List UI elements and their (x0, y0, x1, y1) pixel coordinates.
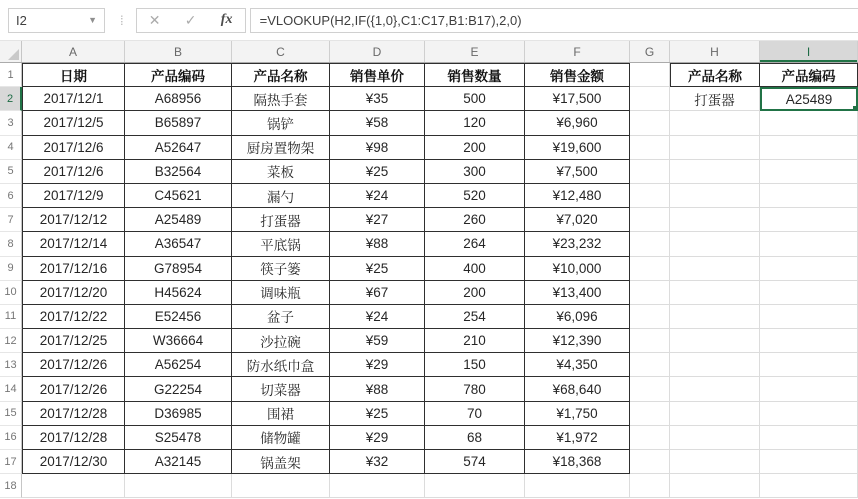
cell-C9[interactable]: 筷子篓 (232, 257, 330, 281)
formula-text: =VLOOKUP(H2,IF({1,0},C1:C17,B1:B17),2,0) (259, 12, 522, 28)
name-box-dropdown-icon[interactable]: ▼ (88, 15, 97, 25)
cell-A17[interactable]: 2017/12/30 (22, 450, 125, 474)
cell-I3[interactable] (760, 111, 858, 135)
cell-B2[interactable]: A68956 (125, 87, 232, 111)
cell-A7[interactable]: 2017/12/12 (22, 208, 125, 232)
cell-F15[interactable]: ¥1,750 (525, 402, 630, 426)
sheet-row-4 (0, 136, 858, 160)
cell-G7[interactable] (630, 208, 670, 232)
cell-B7[interactable]: A25489 (125, 208, 232, 232)
cell-B8[interactable]: A36547 (125, 232, 232, 256)
cell-F13[interactable]: ¥4,350 (525, 353, 630, 377)
cell-G10[interactable] (630, 281, 670, 305)
cell-G5[interactable] (630, 160, 670, 184)
row-header-11[interactable]: 11 (0, 305, 22, 329)
cell-F5[interactable]: ¥7,500 (525, 160, 630, 184)
sheet-row-3 (0, 111, 858, 135)
column-header-I[interactable]: I (760, 41, 858, 62)
sheet-row-13 (0, 353, 858, 377)
cell-C5[interactable]: 菜板 (232, 160, 330, 184)
sheet-row-11 (0, 305, 858, 329)
cell-B18[interactable] (125, 474, 232, 498)
cell-D6[interactable]: ¥24 (330, 184, 425, 208)
row-header-16[interactable]: 16 (0, 426, 22, 450)
cell-G11[interactable] (630, 305, 670, 329)
cell-F12[interactable]: ¥12,390 (525, 329, 630, 353)
row-header-3[interactable]: 3 (0, 111, 22, 135)
cell-B12[interactable]: W36664 (125, 329, 232, 353)
cell-F17[interactable]: ¥18,368 (525, 450, 630, 474)
cell-D7[interactable]: ¥27 (330, 208, 425, 232)
cell-F16[interactable]: ¥1,972 (525, 426, 630, 450)
cell-H6[interactable] (670, 184, 760, 208)
cell-E6[interactable]: 520 (425, 184, 525, 208)
cell-C1[interactable]: 产品名称 (232, 63, 330, 87)
cell-C18[interactable] (232, 474, 330, 498)
cell-H12[interactable] (670, 329, 760, 353)
cell-E18[interactable] (425, 474, 525, 498)
cell-D10[interactable]: ¥67 (330, 281, 425, 305)
cell-A15[interactable]: 2017/12/28 (22, 402, 125, 426)
cell-H18[interactable] (670, 474, 760, 498)
sheet-row-16 (0, 426, 858, 450)
column-header-H[interactable]: H (670, 41, 760, 62)
cell-G14[interactable] (630, 377, 670, 401)
cell-E14[interactable]: 780 (425, 377, 525, 401)
cell-H3[interactable] (670, 111, 760, 135)
cell-G1[interactable] (630, 63, 670, 87)
row-header-9[interactable]: 9 (0, 257, 22, 281)
cell-B13[interactable]: A56254 (125, 353, 232, 377)
cell-B5[interactable]: B32564 (125, 160, 232, 184)
sheet-row-1 (0, 63, 858, 87)
cell-G16[interactable] (630, 426, 670, 450)
cell-I6[interactable] (760, 184, 858, 208)
row-header-13[interactable]: 13 (0, 353, 22, 377)
cell-C12[interactable]: 沙拉碗 (232, 329, 330, 353)
row-header-15[interactable]: 15 (0, 402, 22, 426)
cell-B9[interactable]: G78954 (125, 257, 232, 281)
sheet-row-7 (0, 208, 858, 232)
cell-F9[interactable]: ¥10,000 (525, 257, 630, 281)
cell-D17[interactable]: ¥32 (330, 450, 425, 474)
row-header-5[interactable]: 5 (0, 160, 22, 184)
cell-G3[interactable] (630, 111, 670, 135)
cell-I18[interactable] (760, 474, 858, 498)
cell-H5[interactable] (670, 160, 760, 184)
cell-C2[interactable]: 隔热手套 (232, 87, 330, 111)
cell-G9[interactable] (630, 257, 670, 281)
cell-G4[interactable] (630, 136, 670, 160)
cell-A16[interactable]: 2017/12/28 (22, 426, 125, 450)
cell-A4[interactable]: 2017/12/6 (22, 136, 125, 160)
cell-C13[interactable]: 防水纸巾盒 (232, 353, 330, 377)
cell-H11[interactable] (670, 305, 760, 329)
row-header-10[interactable]: 10 (0, 281, 22, 305)
row-header-18[interactable]: 18 (0, 474, 22, 498)
cell-B6[interactable]: C45621 (125, 184, 232, 208)
insert-function-icon[interactable]: fx (220, 12, 233, 27)
column-header-A[interactable]: A (22, 41, 125, 62)
cell-I13[interactable] (760, 353, 858, 377)
cell-D12[interactable]: ¥59 (330, 329, 425, 353)
sheet-row-10 (0, 281, 858, 305)
cell-A5[interactable]: 2017/12/6 (22, 160, 125, 184)
cell-F6[interactable]: ¥12,480 (525, 184, 630, 208)
formula-bar-drag-handle-icon: ⁞ (120, 12, 123, 28)
cell-A14[interactable]: 2017/12/26 (22, 377, 125, 401)
row-header-8[interactable]: 8 (0, 232, 22, 256)
cell-C6[interactable]: 漏勺 (232, 184, 330, 208)
row-header-2[interactable]: 2 (0, 87, 22, 111)
cell-F18[interactable] (525, 474, 630, 498)
cell-B17[interactable]: A32145 (125, 450, 232, 474)
cell-F7[interactable]: ¥7,020 (525, 208, 630, 232)
cell-C4[interactable]: 厨房置物架 (232, 136, 330, 160)
cell-D18[interactable] (330, 474, 425, 498)
formula-buttons (136, 8, 246, 33)
cell-E11[interactable]: 254 (425, 305, 525, 329)
cell-G12[interactable] (630, 329, 670, 353)
cell-E15[interactable]: 70 (425, 402, 525, 426)
cell-E7[interactable]: 260 (425, 208, 525, 232)
sheet-row-15 (0, 402, 858, 426)
cell-F11[interactable]: ¥6,096 (525, 305, 630, 329)
cell-B3[interactable]: B65897 (125, 111, 232, 135)
cell-E5[interactable]: 300 (425, 160, 525, 184)
cell-I8[interactable] (760, 232, 858, 256)
cell-H15[interactable] (670, 402, 760, 426)
cell-A10[interactable]: 2017/12/20 (22, 281, 125, 305)
cell-E12[interactable]: 210 (425, 329, 525, 353)
cell-B15[interactable]: D36985 (125, 402, 232, 426)
cell-D1[interactable]: 销售单价 (330, 63, 425, 87)
cell-B14[interactable]: G22254 (125, 377, 232, 401)
cell-G18[interactable] (630, 474, 670, 498)
row-header-17[interactable]: 17 (0, 450, 22, 474)
cell-I17[interactable] (760, 450, 858, 474)
cell-D13[interactable]: ¥29 (330, 353, 425, 377)
cell-I1[interactable]: 产品编码 (760, 63, 858, 87)
cell-E8[interactable]: 264 (425, 232, 525, 256)
cell-C10[interactable]: 调味瓶 (232, 281, 330, 305)
name-box[interactable] (8, 8, 105, 33)
row-header-1[interactable]: 1 (0, 63, 22, 87)
cell-H1[interactable]: 产品名称 (670, 63, 760, 87)
cell-E3[interactable]: 120 (425, 111, 525, 135)
cell-F10[interactable]: ¥13,400 (525, 281, 630, 305)
cell-E9[interactable]: 400 (425, 257, 525, 281)
row-header-6[interactable]: 6 (0, 184, 22, 208)
cell-D2[interactable]: ¥35 (330, 87, 425, 111)
cell-D14[interactable]: ¥88 (330, 377, 425, 401)
cell-C8[interactable]: 平底锅 (232, 232, 330, 256)
cell-I2[interactable]: A25489 (760, 87, 858, 111)
cell-D5[interactable]: ¥25 (330, 160, 425, 184)
cell-I10[interactable] (760, 281, 858, 305)
sheet-row-12 (0, 329, 858, 353)
cell-C3[interactable]: 锅铲 (232, 111, 330, 135)
cell-D11[interactable]: ¥24 (330, 305, 425, 329)
cell-F2[interactable]: ¥17,500 (525, 87, 630, 111)
cell-I14[interactable] (760, 377, 858, 401)
column-header-row (0, 40, 858, 63)
cell-E4[interactable]: 200 (425, 136, 525, 160)
name-box-value: I2 (16, 12, 27, 28)
cell-D4[interactable]: ¥98 (330, 136, 425, 160)
cell-G6[interactable] (630, 184, 670, 208)
sheet-row-8 (0, 232, 858, 256)
row-header-7[interactable]: 7 (0, 208, 22, 232)
cell-A3[interactable]: 2017/12/5 (22, 111, 125, 135)
cell-A18[interactable] (22, 474, 125, 498)
cell-D15[interactable]: ¥25 (330, 402, 425, 426)
fill-handle[interactable] (852, 105, 858, 111)
cell-A9[interactable]: 2017/12/16 (22, 257, 125, 281)
cell-H10[interactable] (670, 281, 760, 305)
cell-A12[interactable]: 2017/12/25 (22, 329, 125, 353)
cell-B16[interactable]: S25478 (125, 426, 232, 450)
cell-I16[interactable] (760, 426, 858, 450)
cell-E13[interactable]: 150 (425, 353, 525, 377)
cell-H7[interactable] (670, 208, 760, 232)
select-all-corner[interactable] (0, 41, 22, 62)
cell-A1[interactable]: 日期 (22, 63, 125, 87)
cell-H2[interactable]: 打蛋器 (670, 87, 760, 111)
column-header-B[interactable]: B (125, 41, 232, 62)
column-header-C[interactable]: C (232, 41, 330, 62)
cell-D8[interactable]: ¥88 (330, 232, 425, 256)
cell-F1[interactable]: 销售金额 (525, 63, 630, 87)
select-all-triangle-icon (8, 49, 19, 60)
cell-G2[interactable] (630, 87, 670, 111)
sheet-row-14 (0, 377, 858, 401)
cell-B4[interactable]: A52647 (125, 136, 232, 160)
cell-F14[interactable]: ¥68,640 (525, 377, 630, 401)
cell-H17[interactable] (670, 450, 760, 474)
cell-A13[interactable]: 2017/12/26 (22, 353, 125, 377)
cell-D9[interactable]: ¥25 (330, 257, 425, 281)
cell-B1[interactable]: 产品编码 (125, 63, 232, 87)
cell-A8[interactable]: 2017/12/14 (22, 232, 125, 256)
sheet-row-6 (0, 184, 858, 208)
cell-G17[interactable] (630, 450, 670, 474)
cell-E1[interactable]: 销售数量 (425, 63, 525, 87)
cell-G13[interactable] (630, 353, 670, 377)
cell-C14[interactable]: 切菜器 (232, 377, 330, 401)
cell-B11[interactable]: E52456 (125, 305, 232, 329)
enter-icon[interactable]: ✓ (184, 11, 197, 28)
cell-H16[interactable] (670, 426, 760, 450)
cell-F4[interactable]: ¥19,600 (525, 136, 630, 160)
cell-E10[interactable]: 200 (425, 281, 525, 305)
cell-I4[interactable] (760, 136, 858, 160)
cell-G8[interactable] (630, 232, 670, 256)
sheet-row-5 (0, 160, 858, 184)
sheet-row-18 (0, 474, 858, 498)
cell-H14[interactable] (670, 377, 760, 401)
cell-E2[interactable]: 500 (425, 87, 525, 111)
cell-A11[interactable]: 2017/12/22 (22, 305, 125, 329)
row-header-12[interactable]: 12 (0, 329, 22, 353)
sheet-row-9 (0, 257, 858, 281)
cell-I11[interactable] (760, 305, 858, 329)
column-header-G[interactable]: G (630, 41, 670, 62)
sheet-row-2 (0, 87, 858, 111)
row-header-4[interactable]: 4 (0, 136, 22, 160)
cell-H9[interactable] (670, 257, 760, 281)
cell-A6[interactable]: 2017/12/9 (22, 184, 125, 208)
cell-E16[interactable]: 68 (425, 426, 525, 450)
row-header-14[interactable]: 14 (0, 377, 22, 401)
cancel-icon[interactable]: ✕ (148, 11, 161, 28)
cell-I5[interactable] (760, 160, 858, 184)
cell-B10[interactable]: H45624 (125, 281, 232, 305)
cell-H4[interactable] (670, 136, 760, 160)
grid-body (0, 63, 858, 498)
cell-C15[interactable]: 围裙 (232, 402, 330, 426)
cell-I12[interactable] (760, 329, 858, 353)
cell-E17[interactable]: 574 (425, 450, 525, 474)
cell-F8[interactable]: ¥23,232 (525, 232, 630, 256)
cell-I15[interactable] (760, 402, 858, 426)
cell-G15[interactable] (630, 402, 670, 426)
column-header-E[interactable]: E (425, 41, 525, 62)
cell-F3[interactable]: ¥6,960 (525, 111, 630, 135)
cell-H8[interactable] (670, 232, 760, 256)
column-header-F[interactable]: F (525, 41, 630, 62)
cell-I7[interactable] (760, 208, 858, 232)
cell-C17[interactable]: 锅盖架 (232, 450, 330, 474)
cell-D16[interactable]: ¥29 (330, 426, 425, 450)
formula-input[interactable] (250, 8, 858, 33)
cell-D3[interactable]: ¥58 (330, 111, 425, 135)
cell-I9[interactable] (760, 257, 858, 281)
cell-C11[interactable]: 盆子 (232, 305, 330, 329)
column-header-D[interactable]: D (330, 41, 425, 62)
formula-bar (0, 0, 858, 40)
cell-H13[interactable] (670, 353, 760, 377)
sheet-row-17 (0, 450, 858, 474)
cell-C16[interactable]: 储物罐 (232, 426, 330, 450)
cell-A2[interactable]: 2017/12/1 (22, 87, 125, 111)
cell-C7[interactable]: 打蛋器 (232, 208, 330, 232)
